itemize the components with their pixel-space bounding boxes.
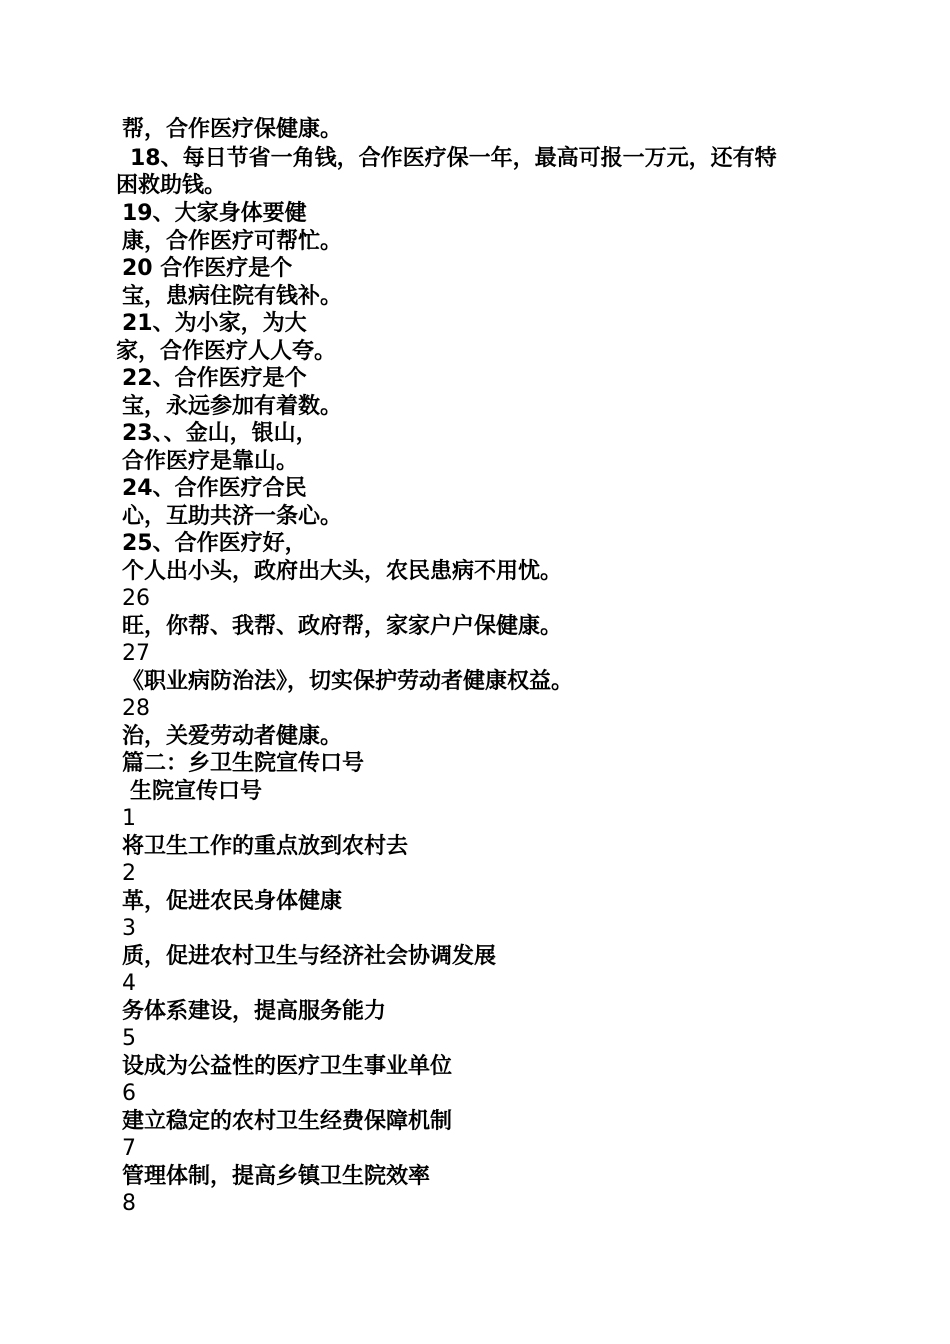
text-line: 20 合作医疗是个 — [122, 256, 293, 281]
text-line: 18、每日节省一角钱，合作医疗保一年，最高可报一万元，还有特 — [130, 146, 777, 171]
text-line: 合作医疗是靠山。 — [122, 449, 299, 474]
text-line: 《职业病防治法》，切实保护劳动者健康权益。 — [122, 669, 574, 694]
text-line: 帮，合作医疗保健康。 — [122, 117, 343, 142]
text-line: 旺，你帮、我帮、政府帮，家家户户保健康。 — [122, 614, 563, 639]
text-line: 将卫生工作的重点放到农村去 — [122, 834, 409, 859]
line-number: 4 — [122, 971, 136, 996]
text-line: 家，合作医疗人人夸。 — [116, 339, 337, 364]
text-line: 管理体制，提高乡镇卫生院效率 — [122, 1164, 431, 1189]
line-number: 1 — [122, 806, 136, 831]
line-number: 6 — [122, 1081, 136, 1106]
line-number: 3 — [122, 916, 136, 941]
text-line: 革，促进农民身体健康 — [122, 889, 343, 914]
text-line: 建立稳定的农村卫生经费保障机制 — [122, 1109, 453, 1134]
section-subheading: 生院宣传口号 — [130, 779, 263, 804]
line-number: 28 — [122, 696, 150, 721]
text-line: 个人出小头，政府出大头，农民患病不用忧。 — [122, 559, 563, 584]
line-number: 5 — [122, 1026, 136, 1051]
section-heading: 篇二：乡卫生院宣传口号 — [122, 751, 365, 776]
text-line: 21、为小家，为大 — [122, 311, 307, 336]
text-line: 心，互助共济一条心。 — [122, 504, 343, 529]
text-line: 19、大家身体要健 — [122, 201, 307, 226]
line-number: 7 — [122, 1136, 136, 1161]
text-line: 治，关爱劳动者健康。 — [122, 724, 343, 749]
text-line: 设成为公益性的医疗卫生事业单位 — [122, 1054, 453, 1079]
text-line: 康，合作医疗可帮忙。 — [122, 229, 343, 254]
line-number: 8 — [122, 1191, 136, 1216]
text-line: 24、合作医疗合民 — [122, 476, 307, 501]
line-number: 26 — [122, 586, 150, 611]
text-line: 23、、金山，银山， — [122, 421, 318, 446]
text-line: 宝，患病住院有钱补。 — [122, 284, 343, 309]
text-line: 困救助钱。 — [116, 173, 227, 198]
text-line: 质，促进农村卫生与经济社会协调发展 — [122, 944, 497, 969]
line-number: 27 — [122, 641, 150, 666]
text-line: 25、合作医疗好， — [122, 531, 307, 556]
line-number: 2 — [122, 861, 136, 886]
text-line: 22、合作医疗是个 — [122, 366, 307, 391]
text-line: 务体系建设，提高服务能力 — [122, 999, 387, 1024]
text-line: 宝，永远参加有着数。 — [122, 394, 343, 419]
